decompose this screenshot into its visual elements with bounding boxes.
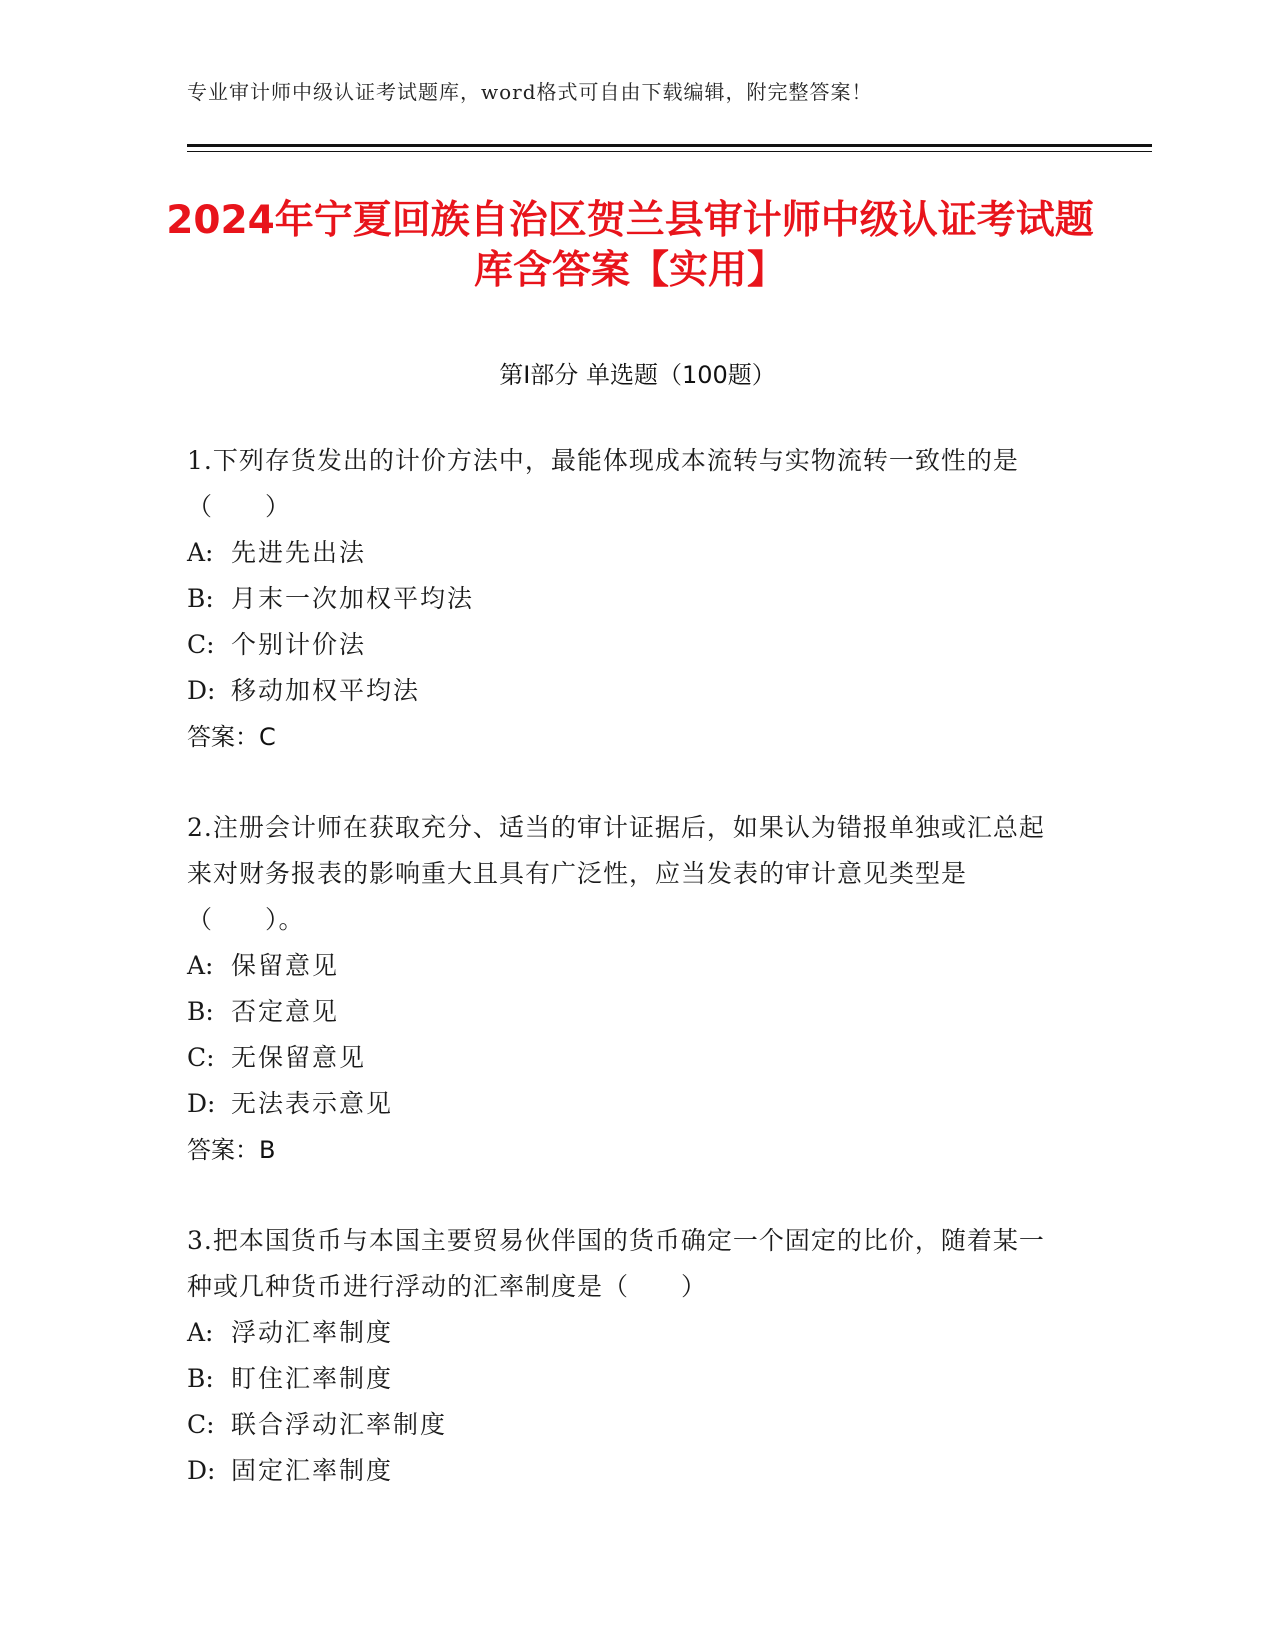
question-stem: 2.注册会计师在获取充分、适当的审计证据后，如果认为错报单独或汇总起来对财务报表的影响重大且具有广泛性，应当发表的审计意见类型是（ ）。	[187, 813, 1045, 934]
header-divider-thick	[187, 144, 1152, 147]
option-text: 联合浮动汇率制度	[231, 1410, 448, 1439]
header-note: 专业审计师中级认证考试题库，word格式可自由下载编辑，附完整答案！	[187, 80, 873, 104]
option-text: 无法表示意见	[231, 1089, 394, 1118]
option-text: 无保留意见	[231, 1043, 367, 1072]
answer-line	[187, 714, 1067, 760]
option-key: C:	[187, 1043, 215, 1072]
option-key: A:	[187, 951, 214, 980]
question-3	[187, 1218, 1067, 1494]
option-key: C:	[187, 1410, 215, 1439]
answer-value: B	[259, 1136, 276, 1164]
question-list	[187, 438, 1067, 1539]
answer-label: 答案：	[187, 1136, 259, 1164]
option-c	[187, 1402, 1067, 1448]
option-key: A:	[187, 538, 214, 567]
option-a	[187, 943, 1067, 989]
option-key: D:	[187, 676, 216, 705]
option-key: A:	[187, 1318, 214, 1347]
question-stem: 1.下列存货发出的计价方法中，最能体现成本流转与实物流转一致性的是（ ）	[187, 446, 1019, 521]
question-1	[187, 438, 1067, 760]
question-2	[187, 805, 1067, 1173]
option-text: 个别计价法	[231, 630, 367, 659]
option-b	[187, 989, 1067, 1035]
option-b	[187, 1356, 1067, 1402]
option-key: B:	[187, 584, 214, 613]
document-title: 2024年宁夏回族自治区贺兰县审计师中级认证考试题库含答案【实用】	[166, 198, 1094, 293]
answer-line	[187, 1127, 1067, 1173]
option-key: B:	[187, 1364, 214, 1393]
option-text: 移动加权平均法	[231, 676, 421, 705]
option-text: 月末一次加权平均法	[231, 584, 475, 613]
option-text: 浮动汇率制度	[231, 1318, 394, 1347]
option-text: 否定意见	[231, 997, 340, 1026]
question-stem: 3.把本国货币与本国主要贸易伙伴国的货币确定一个固定的比价，随着某一种或几种货币进行浮动的汇率制度是（ ）	[187, 1226, 1045, 1301]
option-key: C:	[187, 630, 215, 659]
option-d	[187, 1448, 1067, 1494]
section-title: 第Ⅰ部分 单选题（100题）	[499, 361, 776, 389]
answer-label: 答案：	[187, 723, 259, 751]
answer-value: C	[259, 723, 276, 751]
header-divider-thin	[187, 151, 1152, 152]
option-key: D:	[187, 1089, 216, 1118]
option-key: B:	[187, 997, 214, 1026]
option-a	[187, 530, 1067, 576]
option-a	[187, 1310, 1067, 1356]
option-text: 盯住汇率制度	[231, 1364, 394, 1393]
option-key: D:	[187, 1456, 216, 1485]
option-b	[187, 576, 1067, 622]
option-text: 保留意见	[231, 951, 340, 980]
option-d	[187, 668, 1067, 714]
option-c	[187, 1035, 1067, 1081]
option-d	[187, 1081, 1067, 1127]
option-c	[187, 622, 1067, 668]
option-text: 固定汇率制度	[231, 1456, 394, 1485]
option-text: 先进先出法	[231, 538, 367, 567]
